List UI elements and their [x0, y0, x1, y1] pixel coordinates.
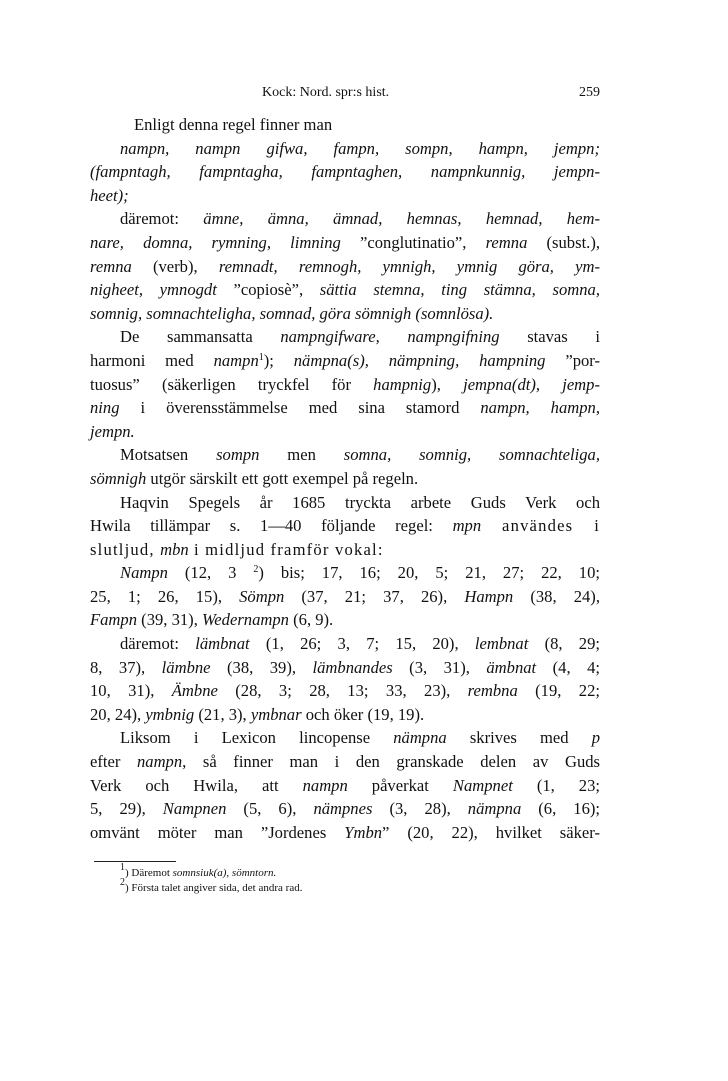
text-run: (subst.),: [527, 232, 600, 252]
text-line: [90, 113, 600, 137]
text-line: [90, 373, 600, 397]
italic-word: Nampnet: [452, 775, 513, 795]
text-line: [90, 207, 600, 231]
footnote-ref: 1: [120, 862, 125, 874]
text-line: [90, 396, 600, 420]
text-run: ),: [431, 374, 464, 394]
italic-word: Ämbne: [171, 681, 218, 701]
running-header: [90, 85, 600, 109]
italic-word: Ymbn: [344, 822, 383, 842]
text-run: ”por-: [545, 350, 601, 370]
italic-word: nämpnes: [313, 799, 373, 819]
text-line: [90, 160, 600, 184]
text-run: i midljud framför vokal:: [188, 539, 384, 559]
text-line: [90, 514, 600, 538]
text-run: Haqvin Spegels år 1685 tryckta arbete Guds Verk och: [120, 492, 600, 512]
text-line: [90, 726, 600, 750]
text-run: slutljud,: [90, 539, 161, 559]
text-line: [90, 467, 600, 491]
body-text: [90, 113, 600, 844]
text-run: (1, 26; 3, 7; 15, 20),: [249, 634, 475, 654]
text-run: i överensstämmelse med sina stamord: [119, 398, 481, 418]
text-run: Enligt denna regel finner man: [134, 115, 333, 134]
text-run: utgör särskilt ett gott exempel på regeln.: [146, 468, 419, 488]
text-run: Hwila tillämpar s. 1—40 följande regel:: [90, 516, 453, 536]
book-page: [90, 85, 600, 895]
text-run: (8, 29;: [528, 634, 600, 654]
italic-word: p: [591, 728, 600, 748]
footnote-ref: 2: [253, 564, 259, 576]
text-run: 20, 24),: [90, 704, 146, 724]
text-line: [90, 774, 600, 798]
text-run: 25, 1; 26, 15),: [90, 586, 240, 606]
text-line: [90, 561, 600, 585]
text-run: och öker (19, 19).: [301, 704, 425, 724]
text-line: [90, 255, 600, 279]
italic-word: ymbnig: [145, 704, 195, 724]
italic-word: sättia stemna, ting stämna, somna,: [319, 280, 600, 300]
text-run: De sammansatta: [120, 327, 281, 347]
italic-word: mbn: [160, 539, 189, 559]
italic-word: nampn, nampn gifwa, fampn, sompn, hampn, jempn;: [120, 138, 600, 158]
text-line: [90, 656, 600, 680]
italic-word: nampn, hampn,: [480, 398, 600, 418]
text-run: ) Första talet angiver sida, det andra rad.: [125, 881, 303, 894]
text-line: [90, 679, 600, 703]
text-line: [90, 821, 600, 845]
text-run: 8, 37),: [90, 657, 162, 677]
text-run: stavas i: [499, 327, 600, 347]
text-run: (37, 21; 37, 26),: [284, 586, 465, 606]
text-run: ”conglutinatio”,: [340, 232, 486, 252]
italic-word: Hampn: [464, 586, 514, 606]
text-line: [90, 302, 600, 326]
text-run: (38, 39),: [210, 657, 313, 677]
italic-word: Wedernampn: [202, 610, 289, 630]
italic-word: nampngifware, nampngifning: [280, 327, 500, 347]
footnote-ref: 2: [120, 876, 125, 888]
text-run: 5, 29),: [90, 799, 163, 819]
italic-word: lämbnat: [195, 634, 250, 654]
italic-word: Sömpn: [239, 586, 285, 606]
text-run: ”copiosè”,: [216, 280, 320, 300]
text-run: (4, 4;: [536, 657, 600, 677]
italic-word: mpn: [452, 516, 482, 536]
text-run: , så finner man i den granskade delen av Guds: [182, 752, 601, 772]
footnote: [90, 876, 600, 896]
running-title: Kock: Nord. spr:s hist.: [262, 85, 390, 100]
italic-word: lämbnandes: [312, 657, 393, 677]
italic-word: somnig, somnachteligha, somnad, göra sömnigh (somnlösa).: [90, 303, 494, 323]
text-line: [90, 491, 600, 515]
text-run: tuosus” (säkerligen tryckfel för: [90, 374, 374, 394]
text-run: (3, 28),: [372, 799, 468, 819]
italic-word: nämpna: [467, 799, 522, 819]
footnote-divider: [94, 861, 176, 862]
italic-word: sompn: [216, 445, 260, 465]
text-run: (19, 22;: [517, 681, 600, 701]
italic-word: nare, domna, rymning, limning: [90, 232, 341, 252]
italic-word: lämbne: [161, 657, 211, 677]
italic-word: ämbnat: [486, 657, 537, 677]
text-line: [90, 349, 600, 373]
text-line: [90, 137, 600, 161]
italic-word: ämne, ämna, ämnad, hemnas, hemnad, hem-: [203, 209, 600, 229]
text-run: 10, 31),: [90, 681, 172, 701]
text-line: [90, 608, 600, 632]
italic-word: sömnigh: [90, 468, 147, 488]
text-run: omvänt möter man ”Jordenes: [90, 822, 345, 842]
text-run: Motsatsen: [120, 445, 217, 465]
italic-word: jempna(dt), jemp-: [463, 374, 600, 394]
text-line: [90, 797, 600, 821]
footnote-ref: 1: [258, 351, 264, 363]
italic-word: hampnig: [373, 374, 432, 394]
text-run: Liksom i Lexicon lincopense: [120, 728, 394, 748]
text-line: [90, 325, 600, 349]
italic-word: nampn: [136, 752, 183, 772]
text-run: (28, 3; 28, 13; 33, 23),: [217, 681, 468, 701]
text-run: (38, 24),: [513, 586, 600, 606]
text-run: påverkat: [347, 775, 453, 795]
italic-word: somna, somnig, somnachteliga,: [343, 445, 600, 465]
text-line: [90, 278, 600, 302]
text-run: (39, 31),: [137, 610, 202, 630]
text-run: (3, 31),: [392, 657, 487, 677]
italic-word: ning: [90, 398, 120, 418]
text-line: [90, 443, 600, 467]
italic-word: Nampnen: [162, 799, 227, 819]
italic-word: nämpna(s), nämpning, hampning: [293, 350, 546, 370]
text-run: harmoni med: [90, 350, 214, 370]
footnote: [90, 862, 600, 881]
italic-word: nigheet, ymnogdt: [90, 280, 217, 300]
text-run: (6, 16);: [521, 799, 601, 819]
text-run: ) Däremot: [125, 867, 173, 880]
text-line: [90, 632, 600, 656]
footnotes: [90, 862, 600, 895]
italic-word: remna: [485, 232, 528, 252]
text-run: (1, 23;: [512, 775, 601, 795]
text-run: däremot:: [120, 209, 204, 229]
text-run: (12, 3: [167, 563, 254, 583]
italic-word: (fampntagh, fampntagha, fampntaghen, nampnkunnig, jempn-: [90, 162, 600, 182]
text-run: Verk och Hwila, att: [90, 775, 303, 795]
text-run: ) bis; 17, 16; 20, 5; 21, 27; 22, 10;: [258, 563, 600, 583]
text-run: (5, 6),: [226, 799, 314, 819]
text-line: [90, 585, 600, 609]
page-number: 259: [579, 85, 600, 100]
text-run: användes i: [481, 516, 600, 536]
text-run: men: [259, 445, 344, 465]
text-line: [90, 750, 600, 774]
text-line: [90, 420, 600, 444]
italic-word: nampn: [213, 350, 259, 370]
italic-word: remna: [90, 256, 132, 276]
italic-word: Nampn: [120, 563, 168, 583]
italic-word: rembna: [467, 681, 518, 701]
text-line: [90, 538, 600, 562]
text-run: (6, 9).: [288, 610, 334, 630]
italic-word: jempn.: [90, 421, 135, 441]
italic-word: somnsiuk(a), sömntorn.: [172, 867, 277, 880]
italic-word: ymbnar: [250, 704, 302, 724]
italic-word: Fampn: [90, 610, 138, 630]
italic-word: remnadt, remnogh, ymnigh, ymnig göra, ym-: [218, 256, 601, 276]
italic-word: lembnat: [474, 634, 529, 654]
text-run: (21, 3),: [194, 704, 251, 724]
italic-word: nampn: [302, 775, 348, 795]
italic-word: nämpna: [393, 728, 447, 748]
text-run: efter: [90, 752, 137, 772]
text-run: däremot:: [120, 634, 196, 654]
italic-word: heet);: [90, 185, 129, 205]
text-run: ” (20, 22), hvilket säker-: [382, 822, 600, 842]
text-line: [90, 184, 600, 208]
text-run: );: [263, 350, 294, 370]
text-line: [90, 703, 600, 727]
text-run: (verb),: [131, 256, 219, 276]
text-run: skrives med: [446, 728, 592, 748]
text-line: [90, 231, 600, 255]
